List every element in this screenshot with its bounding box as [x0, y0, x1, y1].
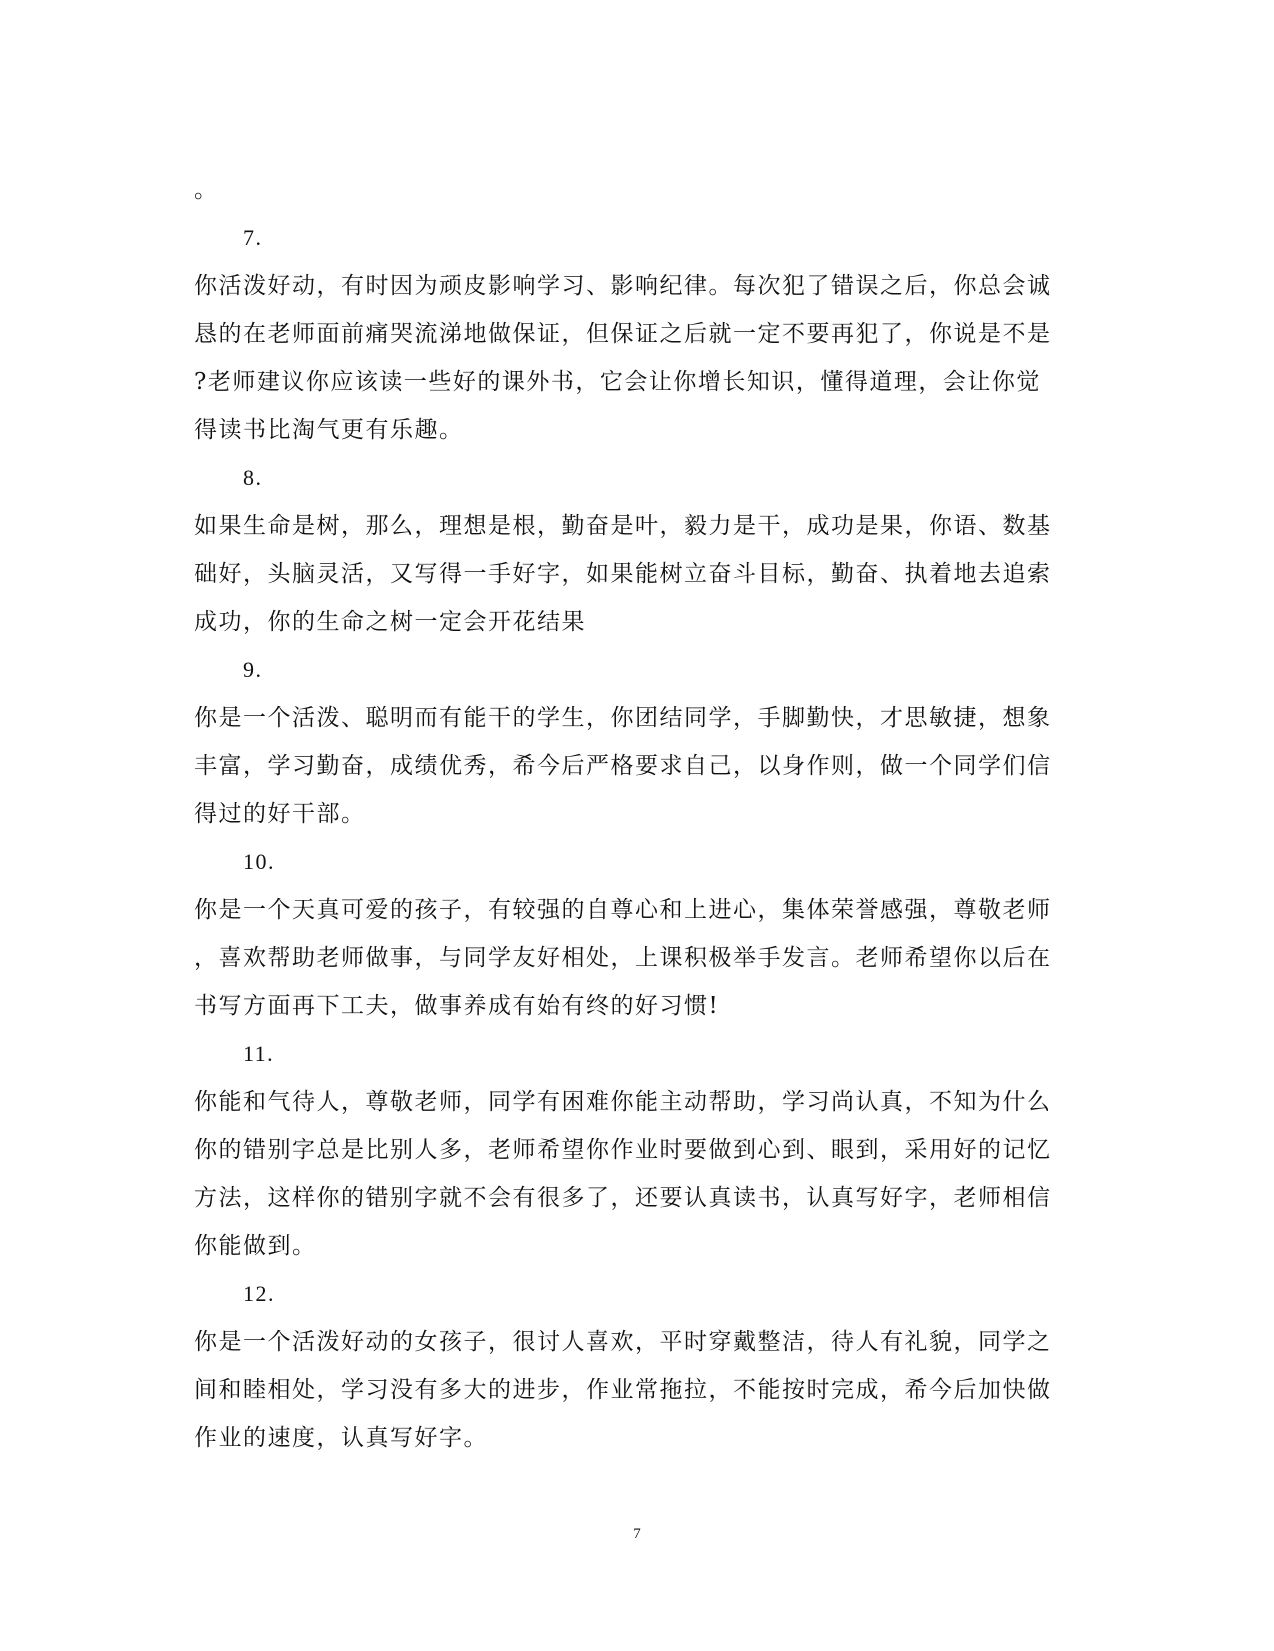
- top-fragment: 。: [194, 177, 219, 203]
- entry-line: 你活泼好动，有时因为顽皮影响学习、影响纪律。每次犯了错误之后，你总会诚: [194, 273, 1052, 299]
- entry-number: 7.: [243, 225, 263, 250]
- entry-line: 你的错别字总是比别人多，老师希望你作业时要做到心到、眼到，采用好的记忆: [194, 1137, 1052, 1163]
- entry-line: 你能做到。: [194, 1233, 317, 1259]
- entry-number: 12.: [243, 1281, 275, 1306]
- page-number: 7: [633, 1526, 641, 1542]
- entry-line: 你能和气待人，尊敬老师，同学有困难你能主动帮助，学习尚认真，不知为什么: [194, 1089, 1052, 1115]
- entry-line: 方法，这样你的错别字就不会有很多了，还要认真读书，认真写好字，老师相信: [194, 1185, 1052, 1211]
- entry-number: 10.: [243, 849, 275, 874]
- entry-number: 8.: [243, 465, 263, 490]
- entry-line: 你是一个天真可爱的孩子，有较强的自尊心和上进心，集体荣誉感强，尊敬老师: [194, 897, 1052, 923]
- entry-10: [194, 838, 1064, 1030]
- entry-line: 成功，你的生命之树一定会开花结果: [194, 609, 586, 635]
- document-body: [194, 166, 1064, 1462]
- entry-number: 11.: [243, 1041, 275, 1066]
- entry-line: 书写方面再下工夫，做事养成有始有终的好习惯!: [194, 993, 720, 1019]
- entry-line: 得过的好干部。: [194, 801, 366, 827]
- entry-7: [194, 214, 1064, 454]
- entry-line: 恳的在老师面前痛哭流涕地做保证，但保证之后就一定不要再犯了，你说是不是: [194, 321, 1052, 347]
- entry-line: 得读书比淘气更有乐趣。: [194, 417, 464, 443]
- entry-line: 础好，头脑灵活，又写得一手好字，如果能树立奋斗目标，勤奋、执着地去追索: [194, 561, 1052, 587]
- entry-number: 9.: [243, 657, 263, 682]
- entry-line: ?老师建议你应该读一些好的课外书，它会让你增长知识，懂得道理，会让你觉: [194, 369, 1041, 395]
- entry-line: 如果生命是树，那么，理想是根，勤奋是叶，毅力是干，成功是果，你语、数基: [194, 513, 1052, 539]
- entry-line: 你是一个活泼好动的女孩子，很讨人喜欢，平时穿戴整洁，待人有礼貌，同学之: [194, 1329, 1052, 1355]
- entry-11: [194, 1030, 1064, 1270]
- entry-line: 丰富，学习勤奋，成绩优秀，希今后严格要求自己，以身作则，做一个同学们信: [194, 753, 1052, 779]
- entry-9: [194, 646, 1064, 838]
- entry-line: ，喜欢帮助老师做事，与同学友好相处，上课积极举手发言。老师希望你以后在: [194, 945, 1052, 971]
- entry-line: 作业的速度，认真写好字。: [194, 1425, 488, 1451]
- entry-8: [194, 454, 1064, 646]
- entry-12: [194, 1270, 1064, 1462]
- entry-line: 间和睦相处，学习没有多大的进步，作业常拖拉，不能按时完成，希今后加快做: [194, 1377, 1052, 1403]
- entry-line: 你是一个活泼、聪明而有能干的学生，你团结同学，手脚勤快，才思敏捷，想象: [194, 705, 1052, 731]
